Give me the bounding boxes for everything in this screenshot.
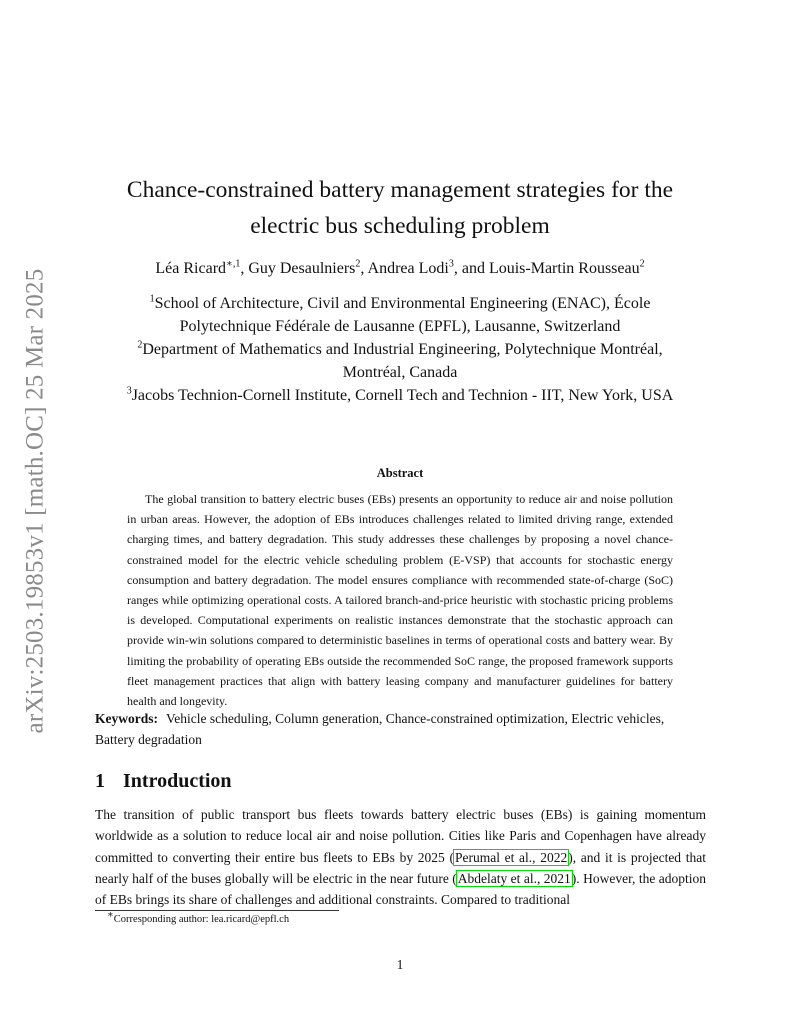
intro-text: ), and it is projected that nearly half of the buses globally will be electric in the near future ( [95,849,706,886]
affiliation-line: Department of Mathematics and Industrial Engineering, Polytechnique Montréal, [142,341,663,358]
keywords [95,708,706,750]
affiliation-mark: 2 [137,339,143,351]
footnote [107,909,290,925]
affiliation-line: Montréal, Canada [342,364,458,381]
affiliation-mark: 1 [149,293,155,305]
footnote-divider [95,910,339,911]
author-name: Andrea Lodi [367,260,449,277]
affiliation-list [90,292,710,407]
section-number: 1 [95,770,105,792]
section-heading [95,770,232,793]
section-title: Introduction [123,770,232,792]
keywords-text: Vehicle scheduling, Column generation, Chance-constrained optimization, Electric vehicles, Battery degradation [95,711,665,747]
abstract-heading: Abstract [376,466,424,480]
author-name: Léa Ricard [155,260,227,277]
citation-link[interactable]: Perumal et al., 2022 [454,849,568,865]
author-separator: , and [453,260,489,277]
arxiv-identifier-stamp [12,254,58,748]
citation-link[interactable]: Abdelaty et al., 2021 [457,870,571,886]
author-separator: , [360,260,368,277]
paper-title [100,172,700,244]
author-affil-mark: 2 [355,258,361,270]
title-line-1: Chance-constrained battery management strategies for the [126,177,674,203]
affiliation-3 [90,384,710,407]
introduction-paragraph [95,804,706,910]
author-affil-mark: 2 [639,258,645,270]
page-number: 1 [396,957,404,972]
author-separator: , [240,260,249,277]
affiliation-1 [90,292,710,338]
arxiv-identifier-text: arXiv:2503.19853v1 [math.OC] 25 Mar 2025 [21,268,49,734]
author-affil-mark: ∗,1 [226,258,241,270]
affiliation-2 [90,338,710,384]
title-line-2: electric bus scheduling problem [250,213,550,239]
author-name: Guy Desaulniers [248,260,356,277]
keywords-label: Keywords: [95,711,158,726]
affiliation-mark: 3 [126,385,132,397]
affiliation-line: School of Architecture, Civil and Environmental Engineering (ENAC), École [154,295,651,312]
author-name: Louis-Martin Rousseau [488,260,640,277]
footnote-mark: ∗ [107,909,114,921]
intro-text: ). However, the adoption of EBs brings its share of challenges and additional constraints. Compared to traditional [95,870,706,908]
author-affil-mark: 3 [448,258,454,270]
intro-text: The transition of public transport bus fleets towards battery electric buses (EBs) is gaining momentum worldwide as a solution to reduce local air and noise pollution. Cities like Paris and Copenhagen have already committed to converting their entire bus fleets to EBs by 2025 ( [95,807,706,865]
abstract-text: The global transition to battery electric buses (EBs) presents an opportunity to reduce air and noise pollution in urban areas. However, the adoption of EBs introduces challenges related to limited driving range, extended charging times, and battery degradation. This study addresses these challenges by proposing a novel chance-constrained model for the electric vehicle scheduling problem (E-VSP) that accounts for stochastic energy consumption and battery degradation. The model ensures compliance with recommended state-of-charge (SoC) ranges while optimizing operational costs. A tailored branch-and-price heuristic with stochastic pricing problems is developed. Computational experiments on realistic instances demonstrate that the stochastic approach can provide win-win solutions compared to deterministic baselines in terms of operational costs and battery wear. By limiting the probability of operating EBs outside the recommended SoC range, the proposed framework supports fleet management practices that align with battery leasing company and manufacturer guidelines for battery health and longevity. [127,492,673,709]
affiliation-line: Polytechnique Fédérale de Lausanne (EPFL), Lausanne, Switzerland [179,318,621,335]
affiliation-line: Jacobs Technion-Cornell Institute, Cornell Tech and Technion - IIT, New York, USA [131,387,674,404]
author-list [80,258,720,280]
footnote-text: Corresponding author: lea.ricard@epfl.ch [113,914,290,925]
